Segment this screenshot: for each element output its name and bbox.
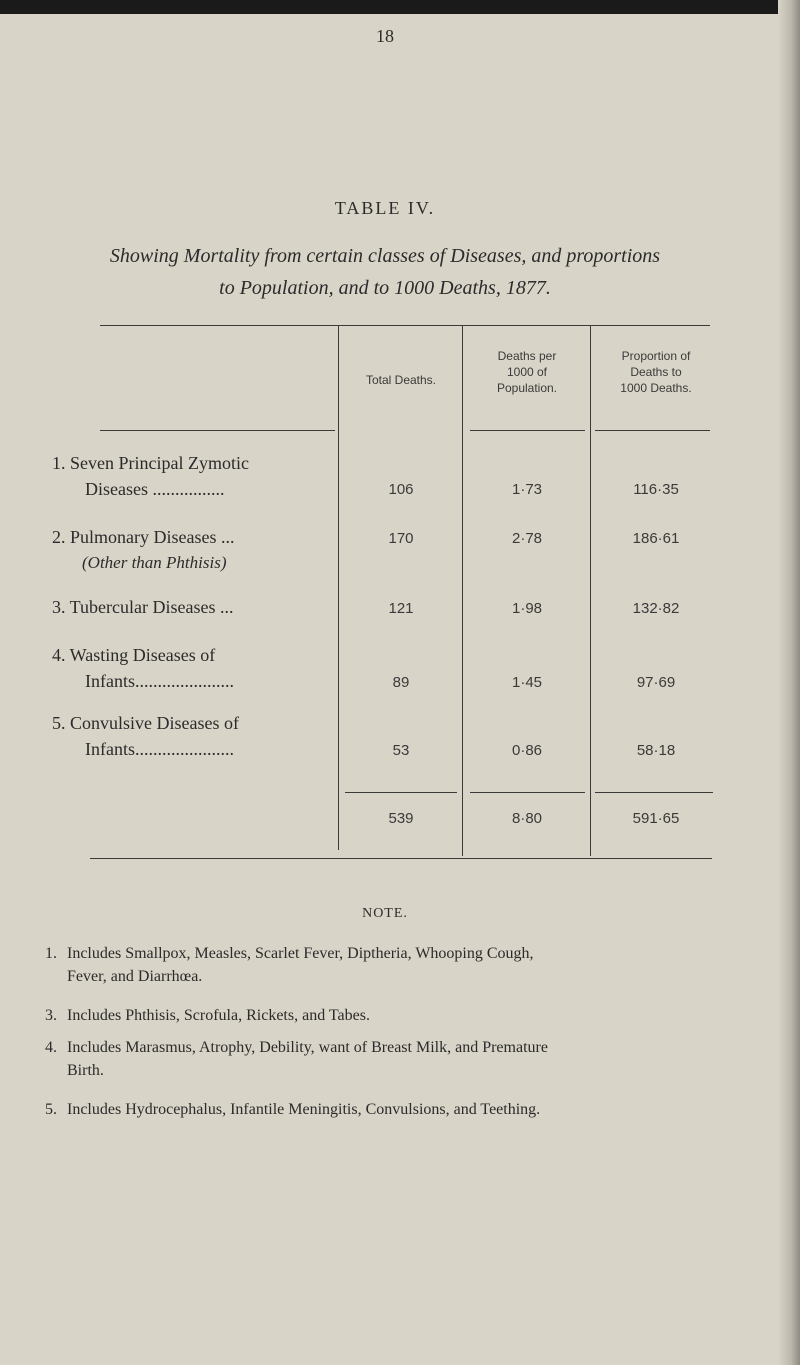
- row-4-label-line-1: 4. Wasting Diseases of: [52, 645, 216, 665]
- note-1-number: 1.: [45, 945, 57, 962]
- row-5-per-deaths: 58·18: [636, 742, 676, 759]
- row-3-per-deaths: 132·82: [632, 600, 680, 617]
- total-rule-3: [595, 792, 713, 793]
- note-4-text-line-1: Includes Marasmus, Atrophy, Debility, want of Breast Milk, and Premature: [67, 1039, 548, 1056]
- row-1-label-line-2: Diseases: [85, 479, 148, 499]
- header-proportion-line-1: Proportion of: [621, 349, 691, 363]
- header-proportion-to-1000-deaths: [592, 348, 720, 396]
- column-divider-3: [590, 326, 591, 856]
- note-3-number: 3.: [45, 1007, 57, 1024]
- note-3-text: Includes Phthisis, Scrofula, Rickets, and Tabes.: [67, 1007, 370, 1024]
- scan-top-edge: [0, 0, 800, 14]
- scan-right-edge: [778, 0, 800, 1365]
- row-4-per-deaths: 97·69: [636, 674, 676, 691]
- total-rule-1: [345, 792, 457, 793]
- row-5-label-line-1: 5. Convulsive Diseases of: [52, 713, 239, 733]
- row-2-label-line-2: (Other than Phthisis): [82, 553, 227, 572]
- row-1-total: 106: [388, 481, 414, 498]
- note-5-number: 5.: [45, 1101, 57, 1118]
- row-3-per-pop: 1·98: [511, 600, 543, 617]
- header-per-pop-line-1: Deaths per: [497, 349, 557, 363]
- header-total-deaths: [340, 372, 462, 388]
- row-1-per-deaths: 116·35: [633, 481, 679, 498]
- row-4-total: 89: [392, 674, 410, 691]
- row-3-label-line-1: 3. Tubercular Diseases ...: [52, 597, 234, 617]
- header-per-pop-line-2: 1000 of: [506, 365, 548, 379]
- row-5-label-line-2: Infants: [85, 739, 135, 759]
- note-1-text-line-1: Includes Smallpox, Measles, Scarlet Fever, Diptheria, Whooping Cough,: [67, 945, 534, 962]
- table-subtitle: [50, 240, 720, 304]
- note-4-text-line-2: Birth.: [67, 1062, 104, 1079]
- row-2-label-line-1: 2. Pulmonary Diseases ...: [52, 527, 235, 547]
- note-4-number: 4.: [45, 1039, 57, 1056]
- row-label-tubercular: [52, 594, 337, 620]
- table-title: TABLE IV.: [334, 198, 436, 218]
- row-5-leader-dots: ......................: [134, 739, 234, 759]
- note-heading: NOTE.: [362, 906, 408, 921]
- header-bottom-rule-3: [595, 430, 710, 431]
- total-rule-2: [470, 792, 585, 793]
- row-1-per-pop: 1·73: [511, 481, 543, 498]
- note-5: [45, 1098, 725, 1121]
- note-1: [45, 942, 725, 988]
- row-label-pulmonary: [52, 524, 337, 576]
- row-3-total: 121: [388, 600, 414, 617]
- column-divider-2: [462, 326, 463, 856]
- header-bottom-rule-2: [470, 430, 585, 431]
- totals-total: 539: [388, 810, 414, 827]
- subtitle-line-1: Showing Mortality from certain classes of Diseases, and proportions: [109, 245, 661, 267]
- note-5-text: Includes Hydrocephalus, Infantile Meningitis, Convulsions, and Teething.: [67, 1101, 541, 1118]
- row-4-label-line-2: Infants: [85, 671, 135, 691]
- subtitle-line-2: to Population, and to 1000 Deaths, 1877.: [219, 277, 551, 299]
- row-1-label-line-1: 1. Seven Principal Zymotic: [52, 453, 249, 473]
- row-label-convulsive: [52, 710, 337, 762]
- header-per-pop-line-3: Population.: [496, 381, 558, 395]
- row-5-per-pop: 0·86: [511, 742, 543, 759]
- header-proportion-line-2: Deaths to: [630, 365, 682, 379]
- row-1-leader-dots: ................: [147, 479, 225, 499]
- row-4-per-pop: 1·45: [511, 674, 543, 691]
- row-label-zymotic: [52, 450, 337, 502]
- header-proportion-line-3: 1000 Deaths.: [620, 381, 692, 395]
- note-1-text-line-2: Fever, and Diarrhœa.: [67, 968, 203, 985]
- note-4: [45, 1036, 725, 1082]
- row-5-total: 53: [392, 742, 410, 759]
- note-3: [45, 1004, 725, 1027]
- row-2-total: 170: [388, 530, 414, 547]
- column-divider-1: [338, 326, 339, 850]
- totals-per-pop: 8·80: [511, 810, 543, 827]
- header-total-label: Total Deaths.: [365, 373, 437, 387]
- row-2-per-deaths: 186·61: [632, 530, 680, 547]
- row-2-per-pop: 2·78: [511, 530, 543, 547]
- totals-per-deaths: 591·65: [632, 810, 680, 827]
- page-number: 18: [376, 26, 394, 46]
- row-label-wasting: [52, 642, 337, 694]
- header-deaths-per-1000-population: [464, 348, 590, 396]
- header-bottom-rule-1: [100, 430, 335, 431]
- table-top-rule: [100, 325, 710, 326]
- table-bottom-rule: [90, 858, 712, 859]
- row-4-leader-dots: ......................: [134, 671, 234, 691]
